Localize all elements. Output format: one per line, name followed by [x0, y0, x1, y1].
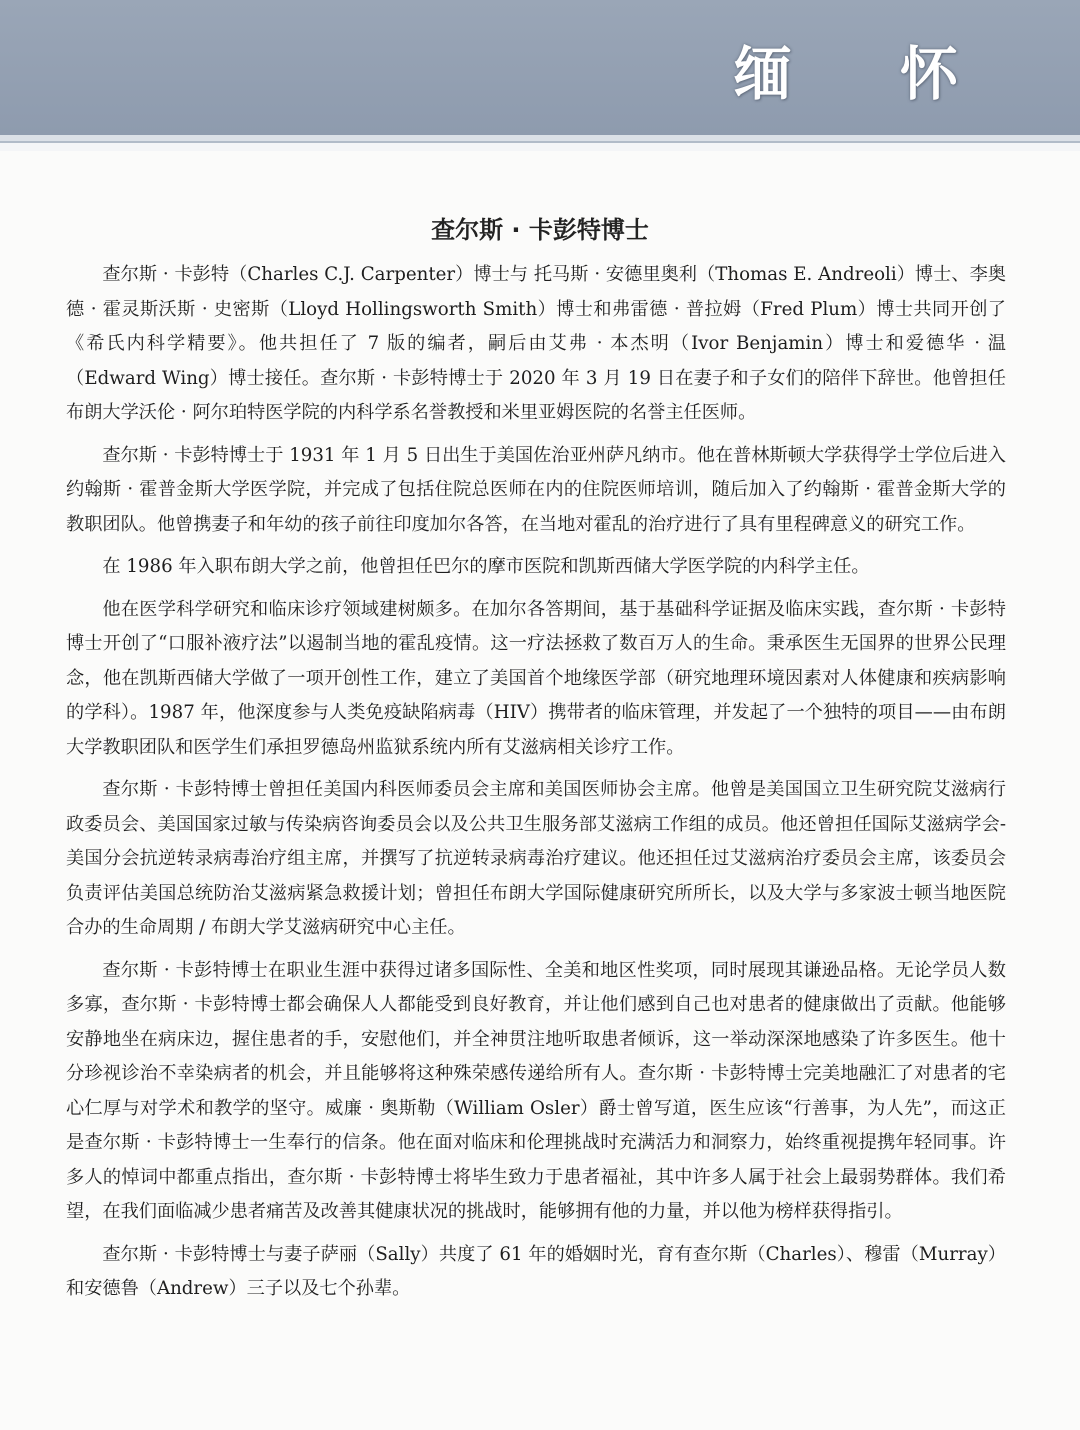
paragraph-4: 他在医学科学研究和临床诊疗领域建树颇多。在加尔各答期间，基于基础科学证据及临床实践，查尔斯 · 卡彭特博士开创了“口服补液疗法”以遏制当地的霍乱疫情。这一疗法拯救了数百万人的生命。秉承医生无国界的世界公民理念，他在凯斯西储大学做了一项开创性工作，建立了美国首个地缘医学部（研究地理环境因素对人体健康和疾病影响的学科）。1987 年，他深度参与人类免疫缺陷病毒（HIV）携带者的临床管理，并发起了一个独特的项目——由布朗大学教职团队和医学生们承担罗德岛州监狱系统内所有艾滋病相关诊疗工作。 [66, 598, 1006, 758]
paragraph-2: 查尔斯 · 卡彭特博士于 1931 年 1 月 5 日出生于美国佐治亚州萨凡纳市。他在普林斯顿大学获得学士学位后进入约翰斯 · 霍普金斯大学医学院，并完成了包括住院总医师在内的住院医师培训，随后加入了约翰斯 · 霍普金斯大学的教职团队。他曾携妻子和年幼的孩子前往印度加尔各答，在当地对霍乱的治疗进行了具有里程碑意义的研究工作。 [66, 444, 1006, 535]
header-divider-light [0, 143, 1080, 151]
header-band [0, 0, 1080, 135]
article-title: 查尔斯 · 卡彭特博士 [431, 216, 649, 244]
article-body [66, 258, 1006, 1315]
paragraph-3: 在 1986 年入职布朗大学之前，他曾担任巴尔的摩市医院和凯斯西储大学医学院的内科学主任。 [102, 556, 870, 577]
paragraph-5: 查尔斯 · 卡彭特博士曾担任美国内科医师委员会主席和美国医师协会主席。他曾是美国国立卫生研究院艾滋病行政委员会、美国国家过敏与传染病咨询委员会以及公共卫生服务部艾滋病工作组的成员。他还曾担任国际艾滋病学会-美国分会抗逆转录病毒治疗组主席，并撰写了抗逆转录病毒治疗建议。他还担任过艾滋病治疗委员会主席，该委员会负责评估美国总统防治艾滋病紧急救援计划；曾担任布朗大学国际健康研究所所长，以及大学与多家波士顿当地医院合办的生命周期 / 布朗大学艾滋病研究中心主任。 [66, 779, 1006, 938]
paragraph-7: 查尔斯 · 卡彭特博士与妻子萨丽（Sally）共度了 61 年的婚姻时光，育有查尔斯（Charles）、穆雷（Murray）和安德鲁（Andrew）三子以及七个孙辈。 [66, 1243, 1006, 1299]
section-title: 缅 怀 [733, 40, 1002, 108]
paragraph-6: 查尔斯 · 卡彭特博士在职业生涯中获得过诸多国际性、全美和地区性奖项，同时展现其谦逊品格。无论学员人数多寡，查尔斯 · 卡彭特博士都会确保人人都能受到良好教育，并让他们感到自己也对患者的健康做出了贡献。他能够安静地坐在病床边，握住患者的手，安慰他们，并全神贯注地听取患者倾诉，这一举动深深地感染了许多医生。他十分珍视诊治不幸染病者的机会，并且能够将这种殊荣感传递给所有人。查尔斯 · 卡彭特博士完美地融汇了对患者的宅心仁厚与对学术和教学的坚守。威廉 · 奥斯勒（William Osler）爵士曾写道，医生应该“行善事，为人先”，而这正是查尔斯 · 卡彭特博士一生奉行的信条。他在面对临床和伦理挑战时充满活力和洞察力，始终重视提携年轻同事。许多人的悼词中都重点指出，查尔斯 · 卡彭特博士将毕生致力于患者福祉，其中许多人属于社会上最弱势群体。我们希望，在我们面临减少患者痛苦及改善其健康状况的挑战时，能够拥有他的力量，并以他为榜样获得指引。 [66, 959, 1006, 1222]
paragraph-1: 查尔斯 · 卡彭特（Charles C.J. Carpenter）博士与 托马斯 · 安德里奥利（Thomas E. Andreoli）博士、李奥德 · 霍灵斯沃斯 · 史密斯（Lloyd Hollingsworth Smith）博士和弗雷德 · 普拉姆（Fred Plum）博士共同开创了《希氏内科学精要》。他共担任了 7 版的编者，嗣后由艾弗 · 本杰明（Ivor Benjamin）博士和爱德华 · 温（Edward Wing）博士接任。查尔斯 · 卡彭特博士于 2020 年 3 月 19 日在妻子和子女们的陪伴下辞世。他曾担任布朗大学沃伦 · 阿尔珀特医学院的内科学系名誉教授和米里亚姆医院的名誉主任医师。 [66, 264, 1006, 423]
